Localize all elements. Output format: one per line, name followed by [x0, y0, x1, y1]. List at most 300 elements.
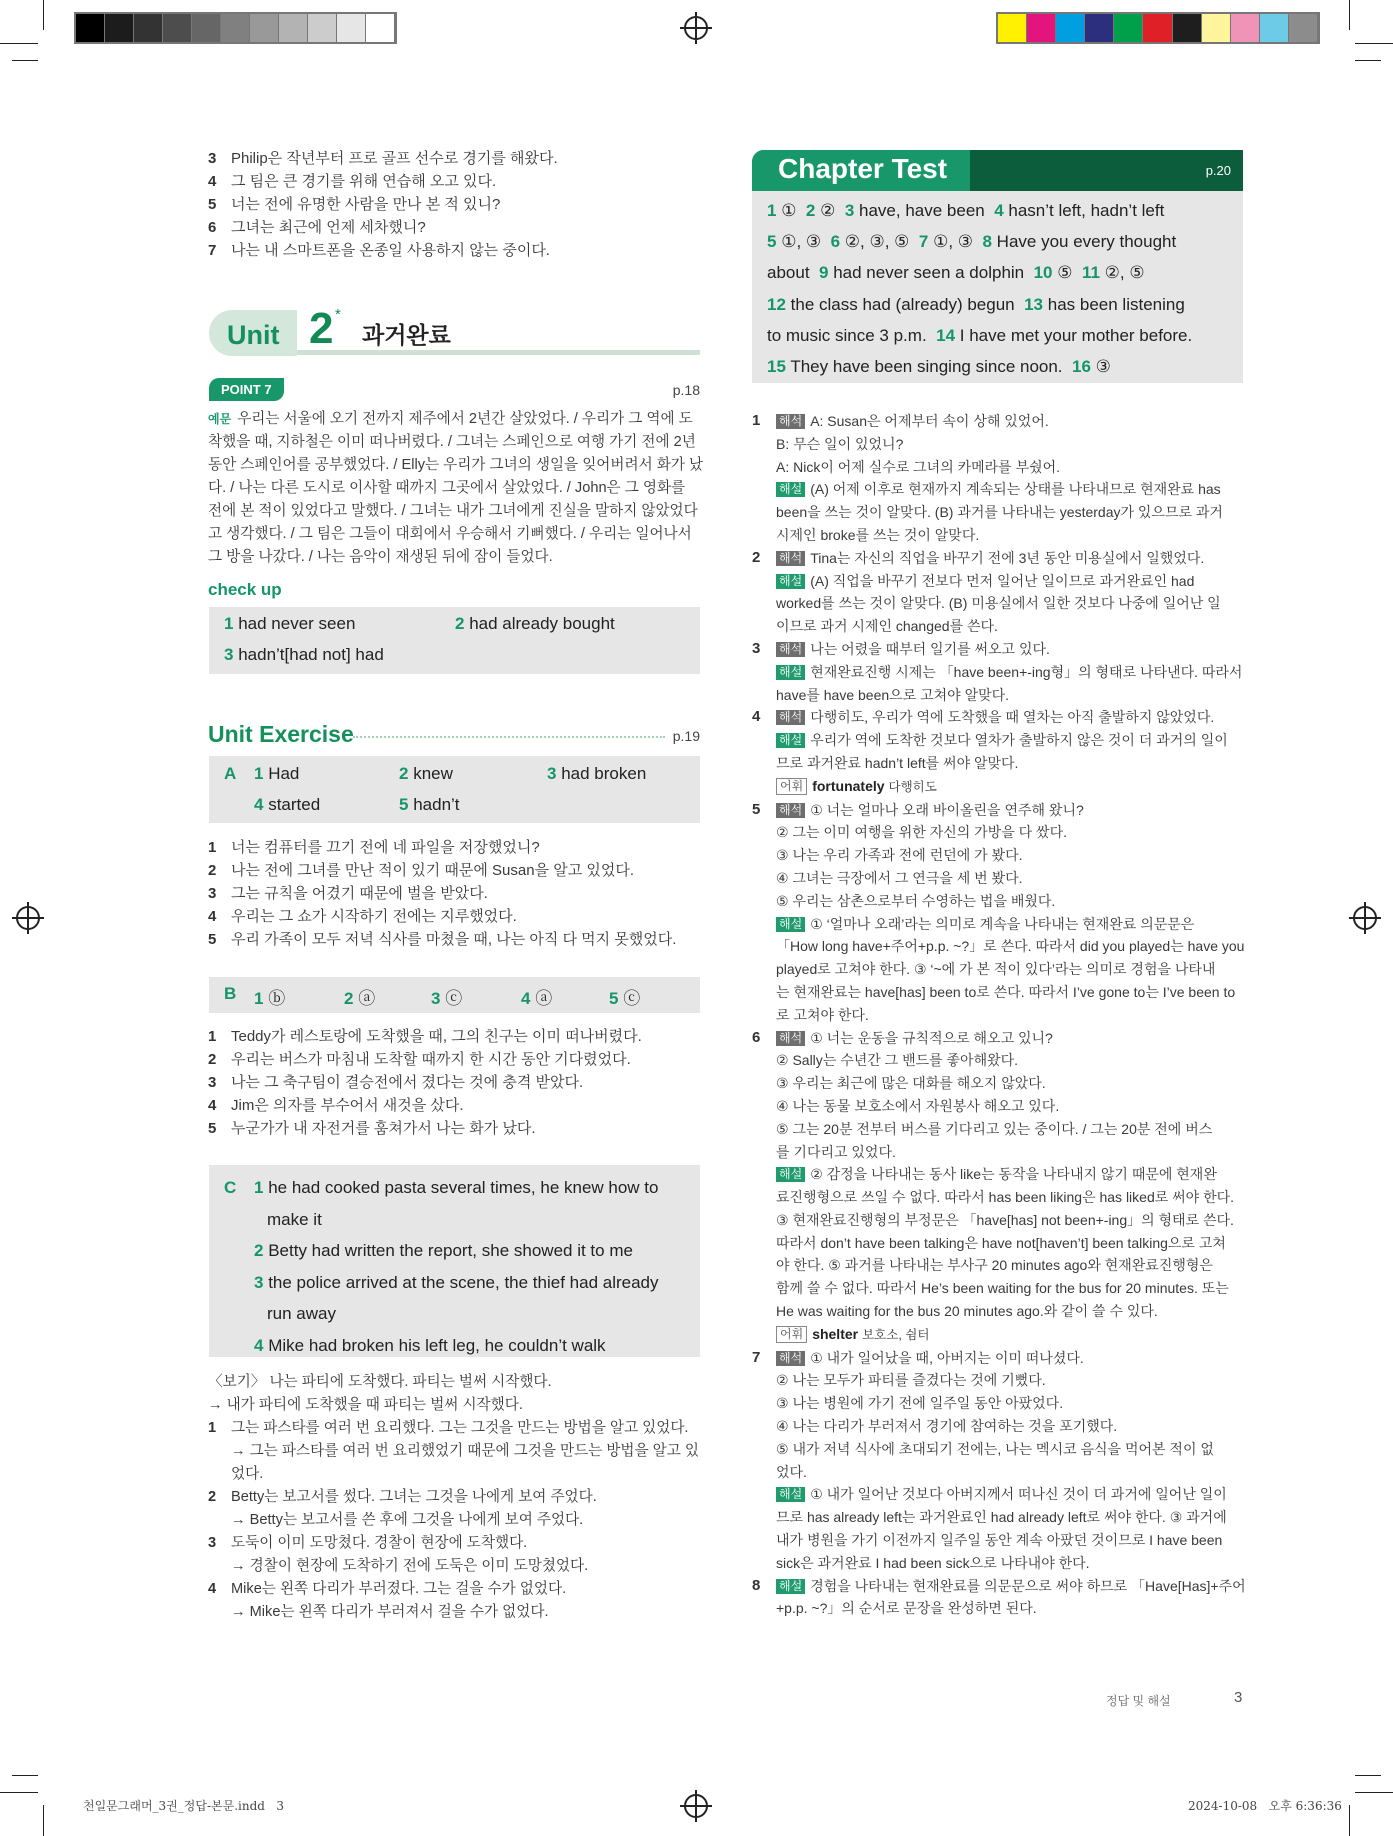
item-number: 1 [208, 839, 217, 856]
example-line [208, 454, 703, 477]
check-up-heading: check up [208, 580, 282, 599]
list-item [208, 1555, 699, 1578]
item-text: Betty는 보고서를 썼다. 그녀는 그것을 나에게 보여 주었다. [231, 1489, 597, 1505]
explanation-item [752, 1027, 1244, 1347]
answer-line [254, 1172, 700, 1204]
point-badge: POINT 7 [209, 378, 284, 401]
item-text: 너는 컴퓨터를 끄기 전에 네 파일을 저장했었니? [231, 839, 540, 856]
explanation-tag: 해설 [776, 1579, 805, 1594]
explanation-line [776, 1095, 1244, 1118]
answer-text: Have you every thought [996, 232, 1177, 252]
answer-number: 1 [767, 201, 777, 220]
answer-number: 4 [521, 989, 531, 1008]
slug-filename: 천일문그래머_3권_정답-본문.indd 3 [83, 1799, 285, 1813]
item-text: 우리는 그 쇼가 시작하기 전에는 지루했었다. [231, 908, 517, 925]
answer-number: 14 [936, 325, 956, 345]
explanation-line [776, 981, 1244, 1004]
explanation-text: ① 너는 얼마나 오래 바이올린을 연주해 왔니? [810, 801, 1084, 818]
color-swatch [1114, 14, 1143, 42]
explanation-line [776, 1483, 1244, 1506]
translation-tag: 해석 [776, 710, 805, 725]
explanation-line [776, 1415, 1244, 1438]
answer-text: ⓐ [358, 989, 376, 1008]
dotted-leader [353, 736, 665, 738]
explanation-text: 를 기다리고 있었다. [776, 1143, 896, 1160]
explanations [752, 410, 1244, 1620]
gray-swatch [250, 14, 279, 42]
section-label: B [224, 984, 237, 1003]
registration-mark-icon [16, 906, 40, 930]
answer-text: about [767, 263, 810, 283]
explanation-text: ⑤ 내가 저녁 식사에 초대되기 전에는, 나는 멕시코 음식을 먹어본 적이 없 [776, 1440, 1214, 1457]
color-swatch [1027, 14, 1056, 42]
explanation-text: 시제인 broke를 쓰는 것이 알맞다. [776, 526, 980, 543]
list-item [208, 1509, 699, 1532]
example-text: 고 생각했다. / 그 팀은 그들이 대회에서 우승해서 기뻐했다. / 우리는 일어나서 [208, 526, 692, 542]
crop-mark [43, 0, 44, 30]
slug-timestamp: 2024-10-08 오후 6:36:36 [1188, 1799, 1342, 1813]
color-swatch [1231, 14, 1260, 42]
explanation-number: 4 [752, 708, 761, 726]
explanation-text: 보호소, 쉼터 [862, 1327, 930, 1342]
list-item [208, 1094, 642, 1117]
explanation-text: 다행히도, 우리가 역에 도착했을 때 열차는 아직 출발하지 않았었다. [810, 709, 1215, 726]
item-text: 그는 규칙을 어겼기 때문에 벌을 받았다. [231, 885, 488, 902]
item-text: Philip은 작년부터 프로 골프 선수로 경기를 해왔다. [231, 150, 558, 167]
explanation-line [776, 867, 1244, 890]
example-text: 우리는 서울에 오기 전까지 제주에서 2년간 살았었다. / 우리가 그 역에 도 [237, 411, 693, 427]
list-item [208, 216, 558, 239]
answer-number: 15 [767, 357, 786, 377]
list-item [208, 1486, 699, 1509]
item-number [208, 1463, 231, 1486]
item-text: Teddy가 레스토랑에 도착했을 때, 그의 친구는 이미 떠나버렸다. [231, 1028, 642, 1045]
answer-text: ② [820, 201, 836, 220]
vocab-word: fortunately [812, 777, 885, 794]
section-label: A [224, 764, 237, 783]
crop-mark [1349, 0, 1350, 30]
example-sentences [208, 408, 703, 569]
explanation-text: 현재완료진행 시제는 「have been+-ing형」의 형태로 나타낸다. 따라서 [810, 663, 1243, 680]
crop-mark [43, 1805, 44, 1836]
explanation-line [776, 1369, 1244, 1392]
answer-number: 3 [254, 1272, 264, 1292]
answer-number: 11 [1081, 263, 1100, 283]
item-text: Jim은 의자를 부수어서 새것을 샀다. [231, 1097, 464, 1114]
crop-mark [1349, 1805, 1350, 1836]
explanation-text: 는 현재완료는 have[has] been to로 쓴다. 따라서 I’ve gone to는 I’ve been to [776, 983, 1236, 1000]
explanation-text: (A) 어제 이후로 현재까지 계속되는 상태를 나타내므로 현재완료 has [810, 481, 1221, 498]
explanation-text: ② 그는 이미 여행을 위한 자신의 가방을 다 쌌다. [776, 824, 1067, 841]
answer-text: started [268, 795, 321, 814]
answer-line [767, 351, 1243, 382]
item-number [208, 1440, 231, 1463]
answer-number: 13 [1024, 294, 1044, 314]
item-text: 누군가가 내 자전거를 훔쳐가서 나는 화가 났다. [231, 1120, 536, 1137]
explanation-text: A: Susan은 어제부터 속이 상해 있었어. [810, 413, 1049, 429]
answer [431, 984, 462, 1009]
explanation-line [776, 1141, 1244, 1164]
list-item [208, 1048, 642, 1071]
explanation-line [776, 1461, 1244, 1484]
answer-number: 2 [805, 201, 816, 220]
explanation-number: 8 [752, 1576, 761, 1594]
answer-line [254, 1267, 700, 1299]
explanation-item [752, 547, 1244, 638]
explanation-line [776, 1118, 1244, 1141]
color-swatch [1289, 14, 1318, 42]
footer-section-title: 정답 및 해설 [1106, 1694, 1171, 1708]
explanation-line [776, 615, 1244, 638]
vocab-word: shelter [812, 1325, 859, 1342]
explanation-line [776, 1347, 1244, 1370]
explanation-line [776, 1597, 1244, 1620]
example-text: 다. / 나는 다른 도시로 이사할 때까지 그곳에서 살았었다. / John은 그 영화를 [208, 480, 686, 496]
explanation-text: ⑤ 우리는 삼촌으로부터 수영하는 법을 배웠다. [776, 892, 1056, 909]
explanation-line [776, 1049, 1244, 1072]
item-number [208, 1555, 231, 1578]
explanation-text: ④ 나는 동물 보호소에서 자원봉사 해오고 있다. [776, 1097, 1060, 1114]
explanation-number: 5 [752, 800, 761, 818]
explanation-tag: 해설 [776, 482, 805, 497]
answer-text: ① [781, 201, 797, 220]
item-number: 3 [208, 1074, 217, 1091]
example-line [208, 500, 703, 523]
explanation-text: 따라서 don’t have been talking은 have not[haven’t] been talking으로 고쳐 [776, 1234, 1226, 1251]
explanation-text: played로 고쳐야 한다. ③ ‘~에 가 본 적이 있다’라는 의미로 경험을 나타내 [776, 961, 1216, 978]
item-text: → Betty는 보고서를 쓴 후에 그것을 나에게 보여 주었다. [231, 1512, 584, 1528]
crop-mark [1355, 60, 1381, 61]
explanation-line [776, 729, 1244, 752]
answer-text: ⓒ [623, 989, 641, 1008]
item-number: 4 [208, 1097, 217, 1114]
item-text: → 내가 파티에 도착했을 때 파티는 벌써 시작했다. [208, 1397, 523, 1413]
answer-line [767, 195, 1243, 226]
example-line [208, 523, 703, 546]
chapter-test-page-ref: p.20 [1205, 163, 1231, 178]
explanation-text: 「How long have+주어+p.p. ~?」로 쓴다. 따라서 did you played는 have you [776, 938, 1245, 955]
answer-number: 7 [918, 232, 929, 252]
explanation-line [776, 890, 1244, 913]
answer-number: 3 [431, 989, 441, 1008]
section-b-answer-box [209, 977, 700, 1013]
explanation-line [776, 775, 1244, 799]
example-line [208, 477, 703, 500]
answer-number: 16 [1072, 357, 1091, 377]
explanation-text: ① 너는 운동을 규칙적으로 해오고 있니? [810, 1029, 1053, 1046]
answer [609, 984, 640, 1009]
answer-number: 3 [844, 201, 855, 220]
list-item [208, 882, 676, 905]
answer-line [254, 1330, 700, 1362]
answer-line [767, 289, 1243, 320]
explanation-text: ② 나는 모두가 파티를 즐겼다는 것에 기뻤다. [776, 1372, 1046, 1389]
answer-number: 2 [455, 614, 465, 633]
item-text: 나는 그 축구팀이 결승전에서 졌다는 것에 충격 받았다. [231, 1074, 584, 1091]
gray-swatch [105, 14, 134, 42]
explanation-text: 므로 과거완료 hadn’t left를 써야 알맞다. [776, 754, 1019, 771]
explanation-line [776, 456, 1244, 479]
explanation-line [776, 1438, 1244, 1461]
explanation-text: 야 한다. ⑤ 과거를 나타내는 부사구 20 minutes ago와 현재완료진행형은 [776, 1257, 1213, 1274]
answer-text: ①, ③ [933, 232, 974, 252]
example-text: 전에 본 적이 있었다고 말했다. / 그녀는 내가 그녀에게 진실을 말하지 않았었다 [208, 503, 698, 519]
color-swatch [1202, 14, 1231, 42]
item-number: 7 [208, 242, 217, 259]
explanation-line [776, 1277, 1244, 1300]
answer-line [254, 1235, 700, 1267]
explanation-text: ④ 그녀는 극장에서 그 연극을 세 번 봤다. [776, 869, 1023, 886]
explanation-number: 7 [752, 1348, 761, 1366]
unit-label: Unit [209, 310, 297, 356]
answer-number: 6 [830, 232, 841, 252]
item-number: 6 [208, 219, 217, 236]
gray-swatch [76, 14, 105, 42]
answer-text: had never seen a dolphin [833, 263, 1025, 283]
answer-number: 9 [819, 263, 829, 283]
list-item [208, 1578, 699, 1601]
item-text: 우리 가족이 모두 저녁 식사를 마쳤을 때, 나는 아직 다 먹지 못했었다. [231, 931, 677, 948]
answer-number: 2 [399, 764, 409, 783]
explanation-line [776, 501, 1244, 524]
explanation-tag: 해설 [776, 917, 805, 932]
explanation-line [776, 1300, 1244, 1323]
answer-text: knew [413, 764, 453, 783]
item-number: 4 [208, 173, 217, 190]
answer [521, 984, 552, 1009]
answer-number: 4 [254, 795, 264, 814]
unit-number: 2 [309, 304, 334, 353]
answer-number: 1 [254, 989, 264, 1008]
answer [344, 984, 375, 1009]
explanation-text: ③ 나는 우리 가족과 전에 런던에 가 봤다. [776, 847, 1023, 864]
item-number: 4 [208, 1581, 217, 1597]
answer-text: Mike had broken his left leg, he couldn’t walk [268, 1335, 606, 1355]
explanation-line [776, 1027, 1244, 1050]
answer-text: ⑤ [1057, 263, 1073, 283]
answer-text: Had [268, 764, 300, 783]
color-calibration-bar [996, 12, 1320, 44]
explanation-text: A: Nick이 어제 실수로 그녀의 카메라를 부쉈어. [776, 458, 1061, 475]
item-number [208, 1601, 231, 1624]
explanation-item [752, 706, 1244, 798]
answer-line [254, 1204, 700, 1236]
list-item [208, 1371, 699, 1394]
gray-swatch [163, 14, 192, 42]
answer-line [767, 226, 1243, 257]
explanation-line [776, 1529, 1244, 1552]
item-number [208, 1509, 231, 1532]
list-item [208, 1025, 642, 1048]
answer-text: run away [267, 1304, 336, 1323]
item-number: 4 [208, 908, 217, 925]
answer-text: hasn’t left, hadn’t left [1008, 201, 1165, 220]
answer-number: 5 [609, 989, 619, 1008]
gray-swatch [337, 14, 366, 42]
explanation-text: 나는 어렸을 때부터 일기를 써오고 있다. [810, 640, 1050, 657]
explanation-text: He was waiting for the bus 20 minutes ago.와 같이 쓸 수 있다. [776, 1303, 1158, 1320]
explanation-number: 6 [752, 1028, 761, 1046]
explanation-line [776, 478, 1244, 501]
explanation-line [776, 913, 1244, 936]
explanation-line [776, 1323, 1244, 1347]
answer-text: have, have been [859, 201, 985, 220]
explanation-line [776, 684, 1244, 707]
explanation-line [776, 935, 1244, 958]
unit-exercise-heading: Unit Exercise [208, 721, 354, 747]
answer-number: 1 [254, 1178, 264, 1197]
list-item [208, 239, 558, 262]
example-label: 예문 [208, 412, 232, 426]
registration-mark-icon [1353, 906, 1377, 930]
answer-line [254, 1298, 700, 1330]
explanation-line [776, 821, 1244, 844]
list-item [208, 170, 558, 193]
explanation-line [776, 638, 1244, 661]
explanation-line [776, 1186, 1244, 1209]
list-item [208, 905, 676, 928]
item-text: Mike는 왼쪽 다리가 부러졌다. 그는 걸을 수가 없었다. [231, 1581, 567, 1597]
list-item [208, 193, 558, 216]
example-line [208, 431, 703, 454]
explanation-tag: 해설 [776, 1167, 805, 1182]
explanation-text: 우리가 역에 도착한 것보다 열차가 출발하지 않은 것이 더 과거의 일이 [810, 732, 1228, 749]
translation-tag: 해석 [776, 642, 805, 657]
explanation-text: ③ 우리는 최근에 많은 대화를 해오지 않았다. [776, 1075, 1046, 1092]
list-item [208, 147, 558, 170]
color-swatch [1260, 14, 1289, 42]
vocabulary-tag: 어휘 [776, 1326, 807, 1343]
chapter-test-answers [752, 191, 1243, 383]
gray-swatch [279, 14, 308, 42]
answer-number: 4 [994, 201, 1004, 220]
list-item [208, 1601, 699, 1624]
gray-swatch [221, 14, 250, 42]
explanation-text: have를 have been으로 고쳐야 알맞다. [776, 686, 1010, 703]
section-c-answer-box [209, 1165, 700, 1357]
answer-number: 1 [254, 764, 264, 783]
item-number: 2 [208, 862, 217, 879]
item-text: → 그는 파스타를 여러 번 요리했었기 때문에 그것을 만드는 방법을 알고 있 [231, 1443, 700, 1459]
explanation-item [752, 638, 1244, 706]
section-a-translations [208, 836, 676, 951]
answer-number: 5 [767, 232, 777, 252]
answer-text: ⓐ [535, 989, 553, 1008]
registration-mark-icon [684, 16, 708, 40]
answer-text: has been listening [1047, 294, 1185, 314]
explanation-text: B: 무슨 일이 있었니? [776, 435, 904, 452]
point-page-ref: p.18 [672, 382, 700, 398]
answer-text: to music since 3 p.m. [767, 325, 927, 345]
explanation-line [776, 799, 1244, 822]
translation-tag: 해석 [776, 1031, 805, 1046]
item-number: 5 [208, 931, 217, 948]
answer-text: he had cooked pasta several times, he knew how to [268, 1178, 659, 1197]
chapter-test-title: Chapter Test [778, 153, 948, 184]
explanation-line [776, 1575, 1244, 1598]
explanation-number: 2 [752, 548, 761, 566]
answer-text: had already bought [469, 614, 615, 633]
explanation-text: worked를 쓰는 것이 알맞다. (B) 미용실에서 일한 것보다 나중에 일어난 일 [776, 595, 1221, 612]
color-swatch [1085, 14, 1114, 42]
item-text: 그는 파스타를 여러 번 요리했다. 그는 그것을 만드는 방법을 알고 있었다. [231, 1420, 689, 1436]
answer-text: the class had (already) begun [790, 294, 1015, 314]
list-item [208, 1440, 699, 1463]
explanation-line [776, 570, 1244, 593]
item-number: 3 [208, 150, 217, 167]
color-swatch [1143, 14, 1172, 42]
item-text: 었다. [231, 1466, 264, 1482]
explanation-text: 었다. [776, 1463, 807, 1480]
answer-text: had never seen [238, 614, 356, 633]
answer-text: I have met your mother before. [959, 325, 1193, 345]
answer-text: hadn’t [413, 795, 460, 814]
explanation-number: 1 [752, 412, 761, 429]
unit-underline [297, 350, 700, 355]
gray-swatch [192, 14, 221, 42]
item-text: 그녀는 최근에 언제 세차했니? [231, 219, 426, 236]
answer-text: the police arrived at the scene, the thief had already [268, 1272, 659, 1292]
section-a-answer-box [209, 756, 700, 823]
explanation-line [776, 706, 1244, 729]
answer-text: ①, ③ [781, 232, 822, 252]
item-text: → 경찰이 현장에 도착하기 전에 도둑은 이미 도망쳤었다. [231, 1558, 589, 1574]
answer [254, 984, 285, 1009]
answer-number: 2 [344, 989, 354, 1008]
explanation-text: ① 내가 일어난 것보다 아버지께서 떠나신 것이 더 과거에 일어난 일이 [810, 1486, 1227, 1503]
list-item [208, 1417, 699, 1440]
item-number: 5 [208, 196, 217, 213]
explanation-line [776, 1209, 1244, 1232]
explanation-text: 내가 병원을 가기 이전까지 일주일 동안 계속 아팠던 것이므로 I have been [776, 1532, 1223, 1549]
answer-text: ⓒ [445, 989, 463, 1008]
unit-exercise-page-ref: p.19 [672, 728, 700, 744]
vocabulary-tag: 어휘 [776, 778, 807, 795]
example-text: 그 방을 나갔다. / 나는 음악이 재생된 뒤에 잠이 들었다. [208, 549, 553, 565]
explanation-text: ① ‘얼마나 오래’라는 의미로 계속을 나타내는 현재완료 의문문은 [810, 915, 1195, 932]
answer-number: 12 [767, 294, 786, 314]
answer-text: They have been singing since noon. [790, 357, 1063, 377]
answer-text: Betty had written the report, she showed it to me [268, 1241, 633, 1260]
item-number: 2 [208, 1051, 217, 1068]
answer-text: ②, ⑤ [1104, 263, 1145, 283]
color-swatch [1056, 14, 1085, 42]
translation-tag: 해석 [776, 803, 805, 818]
item-number: 2 [208, 1489, 217, 1505]
explanation-text: +p.p. ~?」의 순서로 문장을 완성하면 된다. [776, 1600, 1037, 1617]
item-number: 3 [208, 1535, 217, 1551]
explanation-tag: 해설 [776, 574, 805, 589]
explanation-line [776, 1552, 1244, 1575]
translation-tag: 해석 [776, 551, 805, 566]
explanation-text: been을 쓰는 것이 알맞다. (B) 과거를 나타내는 yesterday가 있으므로 과거 [776, 504, 1223, 521]
crop-mark [1355, 1792, 1393, 1793]
explanation-line [776, 1072, 1244, 1095]
explanation-text: ② 감정을 나타내는 동사 like는 동작을 나타내지 않기 때문에 현재완 [810, 1166, 1217, 1183]
explanation-line [776, 547, 1244, 570]
explanation-tag: 해설 [776, 1487, 805, 1502]
explanation-line [776, 1506, 1244, 1529]
crop-mark [12, 1775, 38, 1776]
check-up-answer-box [209, 607, 700, 674]
explanation-text: 경험을 나타내는 현재완료를 의문문으로 써야 하므로 「Have[Has]+주어 [810, 1577, 1246, 1594]
chapter-test-header [752, 150, 1243, 191]
answer-number: 4 [254, 1335, 264, 1355]
color-swatch [998, 14, 1027, 42]
answer-text: make it [267, 1209, 322, 1229]
explanation-text: ③ 현재완료진행형의 부정문은 「have[has] not been+-ing」의 형태로 쓴다. [776, 1211, 1234, 1228]
explanation-line [776, 592, 1244, 615]
